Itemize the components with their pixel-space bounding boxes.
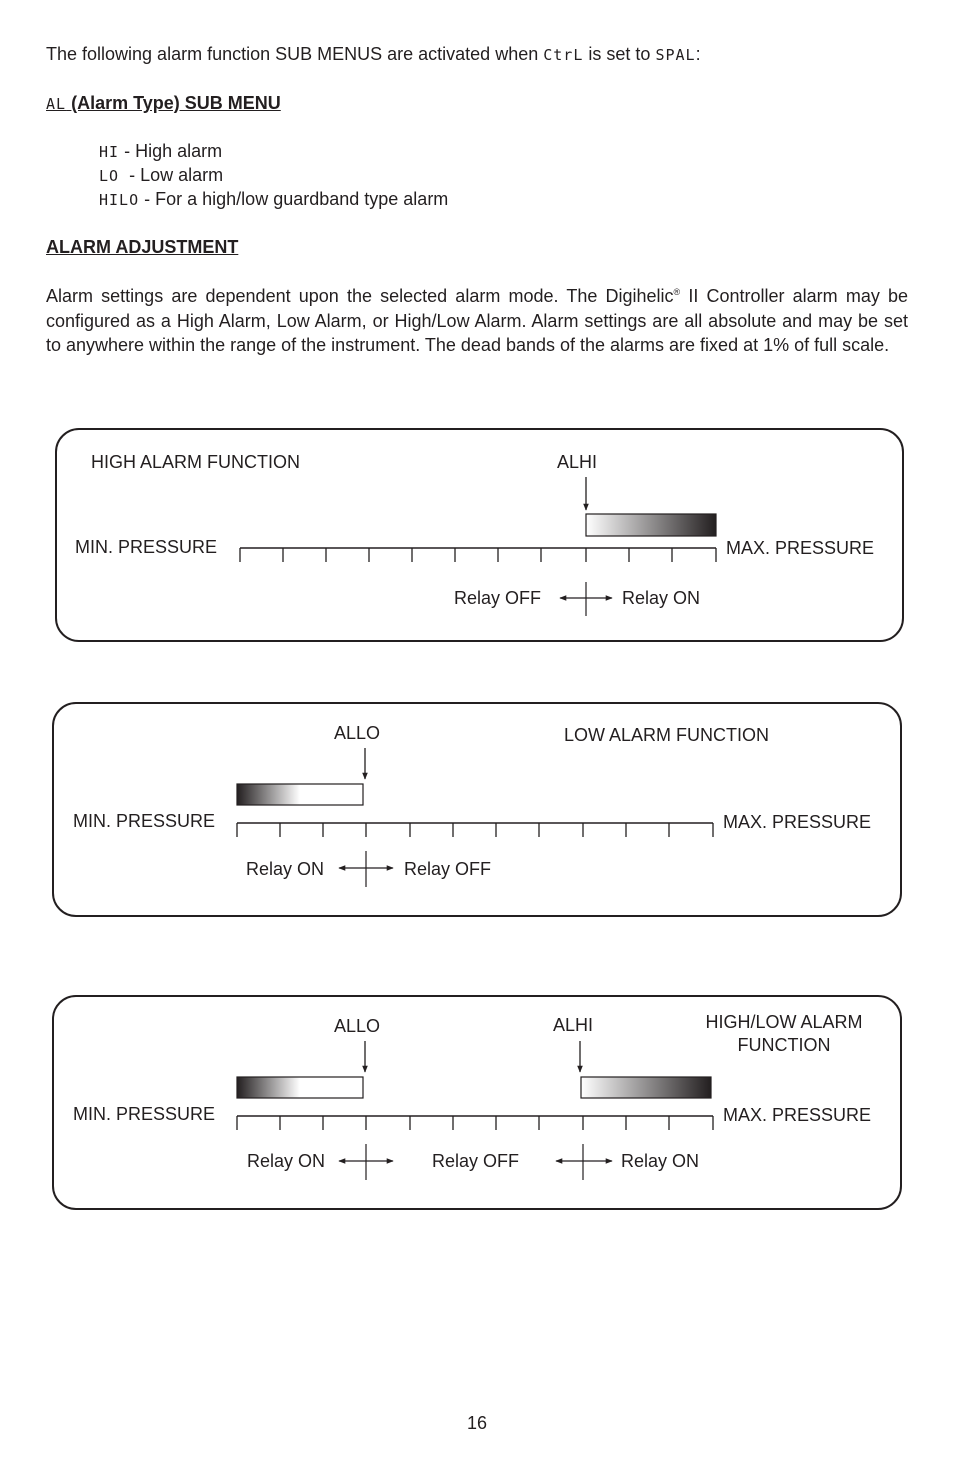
relay-on-label: Relay ON <box>247 1151 326 1171</box>
max-pressure-label: MAX. PRESSURE <box>726 538 875 558</box>
low-alarm-zone-bar <box>237 1077 363 1098</box>
intro-text-before: The following alarm function SUB MENUS are activated when <box>46 44 539 64</box>
highlow-alarm-scale <box>237 1116 713 1130</box>
alhi-label: ALHI <box>557 452 598 472</box>
relay-on-label: Relay ON <box>246 859 325 879</box>
min-pressure-label: MIN. PRESSURE <box>75 537 218 557</box>
allo-label: ALLO <box>334 1016 381 1036</box>
max-pressure-label: MAX. PRESSURE <box>723 812 872 832</box>
relay-on-label: Relay ON <box>622 588 701 608</box>
alarm-type-heading-text: (Alarm Type) SUB MENU <box>71 93 281 113</box>
high-alarm-zone-bar <box>586 514 716 536</box>
option-desc: - Low alarm <box>129 165 224 185</box>
option-code: LO <box>99 167 120 185</box>
high-alarm-zone-bar <box>581 1077 711 1098</box>
relay-switch-arrow <box>560 582 612 616</box>
low-alarm-title: LOW ALARM FUNCTION <box>564 725 770 745</box>
registered-mark: ® <box>673 287 681 297</box>
relay-switch-arrow <box>339 1144 393 1180</box>
max-pressure-label: MAX. PRESSURE <box>723 1105 872 1125</box>
allo-label: ALLO <box>334 723 381 743</box>
min-pressure-label: MIN. PRESSURE <box>73 1104 216 1124</box>
para-part1: Alarm settings are dependent upon the selected alarm mode. The Digihelic <box>46 286 674 306</box>
option-code: HI <box>99 143 120 161</box>
relay-off-label: Relay OFF <box>432 1151 520 1171</box>
high-alarm-title: HIGH ALARM FUNCTION <box>91 452 301 472</box>
low-alarm-zone-bar <box>237 784 363 805</box>
relay-off-label: Relay OFF <box>454 588 542 608</box>
min-pressure-label: MIN. PRESSURE <box>73 811 216 831</box>
option-desc: - High alarm <box>124 141 223 161</box>
alarm-adjustment-heading: ALARM ADJUSTMENT <box>46 237 239 257</box>
highlow-alarm-title-line2: FUNCTION <box>737 1035 831 1055</box>
option-desc: - For a high/low guardband type alarm <box>144 189 449 209</box>
relay-switch-arrow <box>339 851 393 887</box>
relay-off-label: Relay OFF <box>404 859 492 879</box>
option-code: HILO <box>99 191 140 209</box>
page-number: 16 <box>466 1413 488 1433</box>
relay-on-label: Relay ON <box>621 1151 700 1171</box>
intro-text-after: : <box>695 44 701 64</box>
alhi-label: ALHI <box>553 1015 594 1035</box>
al-code: AL <box>46 95 67 113</box>
ctrl-code: CtrL <box>543 46 584 64</box>
intro-text-middle: is set to <box>588 44 651 64</box>
relay-switch-arrow <box>556 1144 612 1180</box>
low-alarm-scale <box>237 823 713 837</box>
para-part2: II Controller alarm may be configured as a High Alarm, Low Alarm, or High/Low Alarm. Alarm settings are all absolute and may be set to anywhere within the range of the instrument. The dead bands of the alarms are fixed at 1% of full scale. <box>46 286 908 355</box>
spal-code: SPAL <box>655 46 696 64</box>
high-alarm-scale <box>240 548 716 562</box>
highlow-alarm-title-line1: HIGH/LOW ALARM <box>705 1012 863 1032</box>
